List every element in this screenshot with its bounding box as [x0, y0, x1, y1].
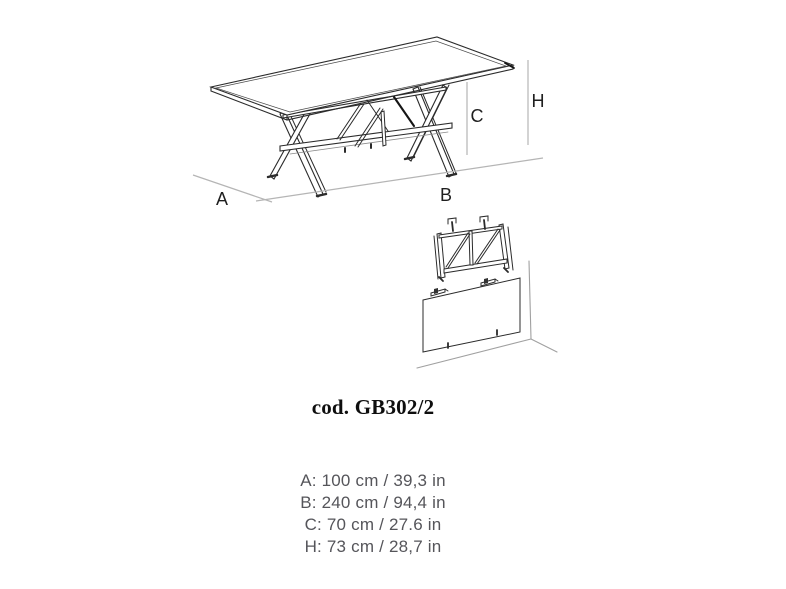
dimension-line-b [256, 158, 543, 201]
dimension-item-h: H: 73 cm / 28,7 in [304, 537, 442, 556]
dark-brace [394, 97, 414, 126]
table-left-x-legs [268, 108, 326, 197]
dimension-item-a: A: 100 cm / 39,3 in [300, 471, 446, 490]
product-code: cod. GB302/2 [311, 395, 435, 419]
table-stretcher-bar [280, 123, 452, 151]
dimension-item-c: C: 70 cm / 27.6 in [304, 515, 442, 534]
table-perspective-drawing [211, 37, 514, 197]
tabletop [211, 37, 514, 120]
folded-table-drawing [417, 216, 557, 368]
dim-label-c: C [470, 106, 484, 126]
folded-leg-assembly [434, 216, 513, 281]
dim-label-a: A [215, 189, 229, 209]
leaning-tabletop-panel [423, 278, 520, 352]
dim-label-b: B [439, 185, 453, 205]
dimension-item-b: B: 240 cm / 94,4 in [300, 493, 446, 512]
dimension-line-a [193, 175, 272, 202]
dimension-list [0, 470, 746, 558]
dim-label-h: H [531, 91, 545, 111]
